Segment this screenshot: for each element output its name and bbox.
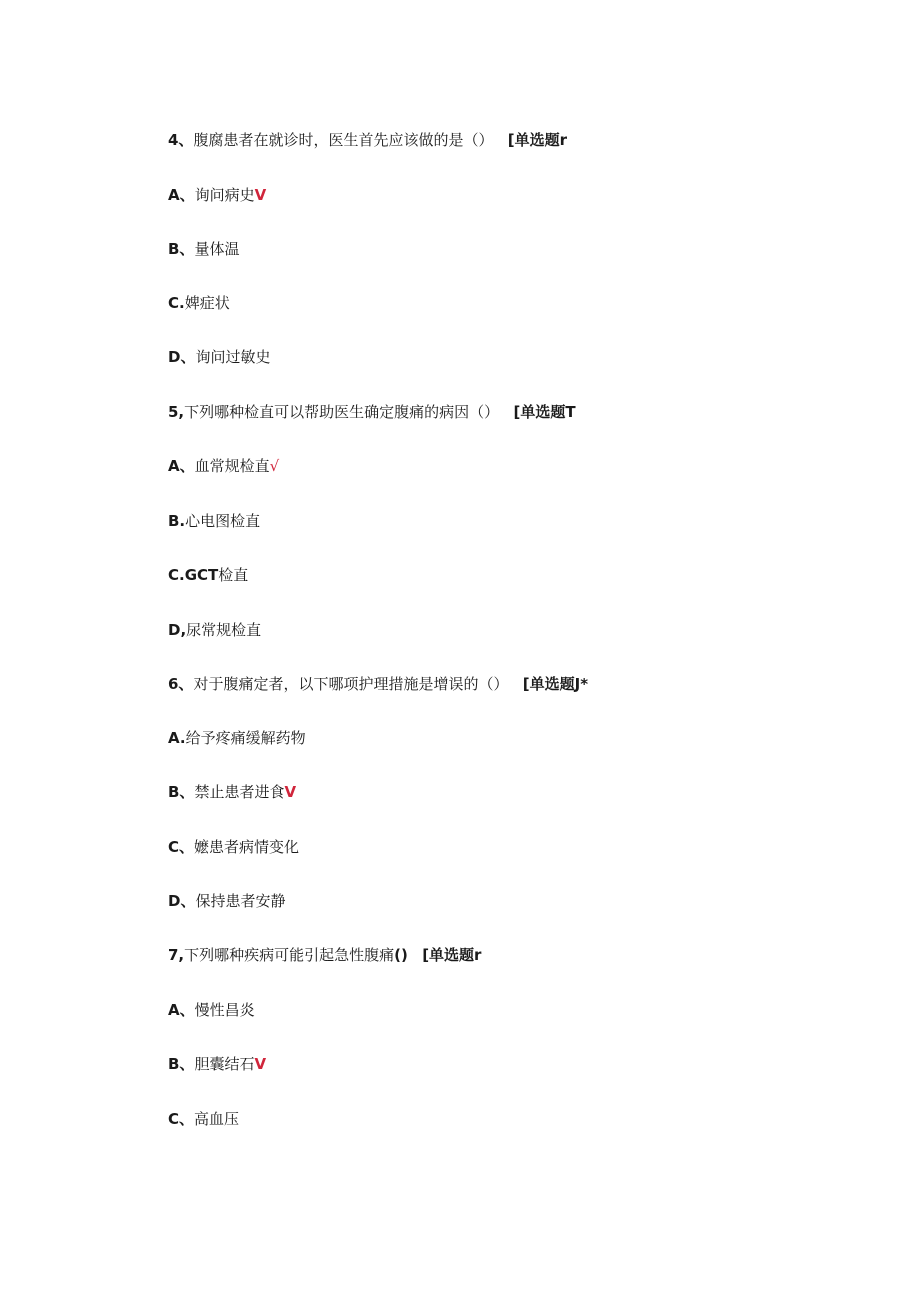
question-number: 6、 <box>168 675 194 693</box>
option-5b <box>168 511 260 531</box>
option-prefix: C、 <box>168 1110 195 1128</box>
option-prefix: A、 <box>168 1001 195 1019</box>
option-text: 慢性昌炎 <box>194 1001 255 1019</box>
question-text: 对于腹痛定者，以下哪项护理措施是增误的（） <box>193 675 509 693</box>
option-text: 检直 <box>218 566 249 584</box>
option-text-latin: GCT <box>184 566 219 584</box>
option-text: 婢症状 <box>184 294 230 312</box>
question-text: 下列哪种疾病可能引起急性腹痛 <box>184 946 395 964</box>
question-text: 下列哪种检直可以帮助医生确定腹痛的病因（） <box>184 403 500 421</box>
question-paren: () <box>394 946 408 964</box>
option-prefix: A、 <box>168 186 195 204</box>
option-prefix: D、 <box>168 348 196 366</box>
question-type-tag: [单选题J* <box>522 675 589 693</box>
option-prefix: D, <box>168 621 187 639</box>
option-prefix: C. <box>168 294 185 312</box>
question-type-tag: [单选题T <box>513 403 576 421</box>
option-6a <box>168 728 306 748</box>
option-text: 给予疼痛缓解药物 <box>185 729 306 747</box>
option-6c <box>168 837 299 857</box>
option-text: 嬷患者病情变化 <box>194 838 300 856</box>
option-7c <box>168 1109 239 1129</box>
question-5 <box>168 402 576 422</box>
option-5d <box>168 620 261 640</box>
option-4b <box>168 239 239 259</box>
option-7a <box>168 1000 255 1020</box>
question-type-tag: [单选题r <box>422 946 482 964</box>
option-4a <box>168 185 266 205</box>
option-text: 保持患者安静 <box>195 892 286 910</box>
question-7 <box>168 945 481 965</box>
option-prefix: B、 <box>168 240 195 258</box>
option-text: 量体温 <box>194 240 240 258</box>
option-prefix: B. <box>168 512 186 530</box>
option-prefix: A. <box>168 729 186 747</box>
answer-mark: √ <box>269 457 280 475</box>
option-prefix: B、 <box>168 783 195 801</box>
option-text: 尿常规检直 <box>186 621 262 639</box>
option-prefix: A、 <box>168 457 195 475</box>
option-text: 血常规检直 <box>194 457 270 475</box>
option-text: 高血压 <box>194 1110 240 1128</box>
option-text: 胆囊结石 <box>194 1055 255 1073</box>
option-text: 询问病史 <box>194 186 255 204</box>
option-text: 心电图检直 <box>185 512 261 530</box>
answer-mark: V <box>284 783 297 801</box>
answer-mark: V <box>254 1055 267 1073</box>
question-4 <box>168 130 567 150</box>
option-7b <box>168 1054 266 1074</box>
option-6d <box>168 891 285 911</box>
option-prefix: B、 <box>168 1055 195 1073</box>
option-5c <box>168 565 248 585</box>
option-text: 禁止患者进食 <box>194 783 285 801</box>
question-6 <box>168 674 588 694</box>
question-text: 腹腐患者在就诊时，医生首先应该做的是（） <box>193 131 494 149</box>
question-number: 5, <box>168 403 185 421</box>
option-prefix: C、 <box>168 838 195 856</box>
answer-mark: V <box>254 186 267 204</box>
question-number: 4、 <box>168 131 194 149</box>
question-type-tag: [单选题r <box>507 131 568 149</box>
option-text: 询问过敏史 <box>195 348 271 366</box>
question-number: 7, <box>168 946 185 964</box>
option-5a <box>168 456 279 476</box>
option-6b <box>168 782 296 802</box>
option-prefix: D、 <box>168 892 196 910</box>
option-4c <box>168 293 230 313</box>
option-prefix: C. <box>168 566 185 584</box>
option-4d <box>168 347 270 367</box>
